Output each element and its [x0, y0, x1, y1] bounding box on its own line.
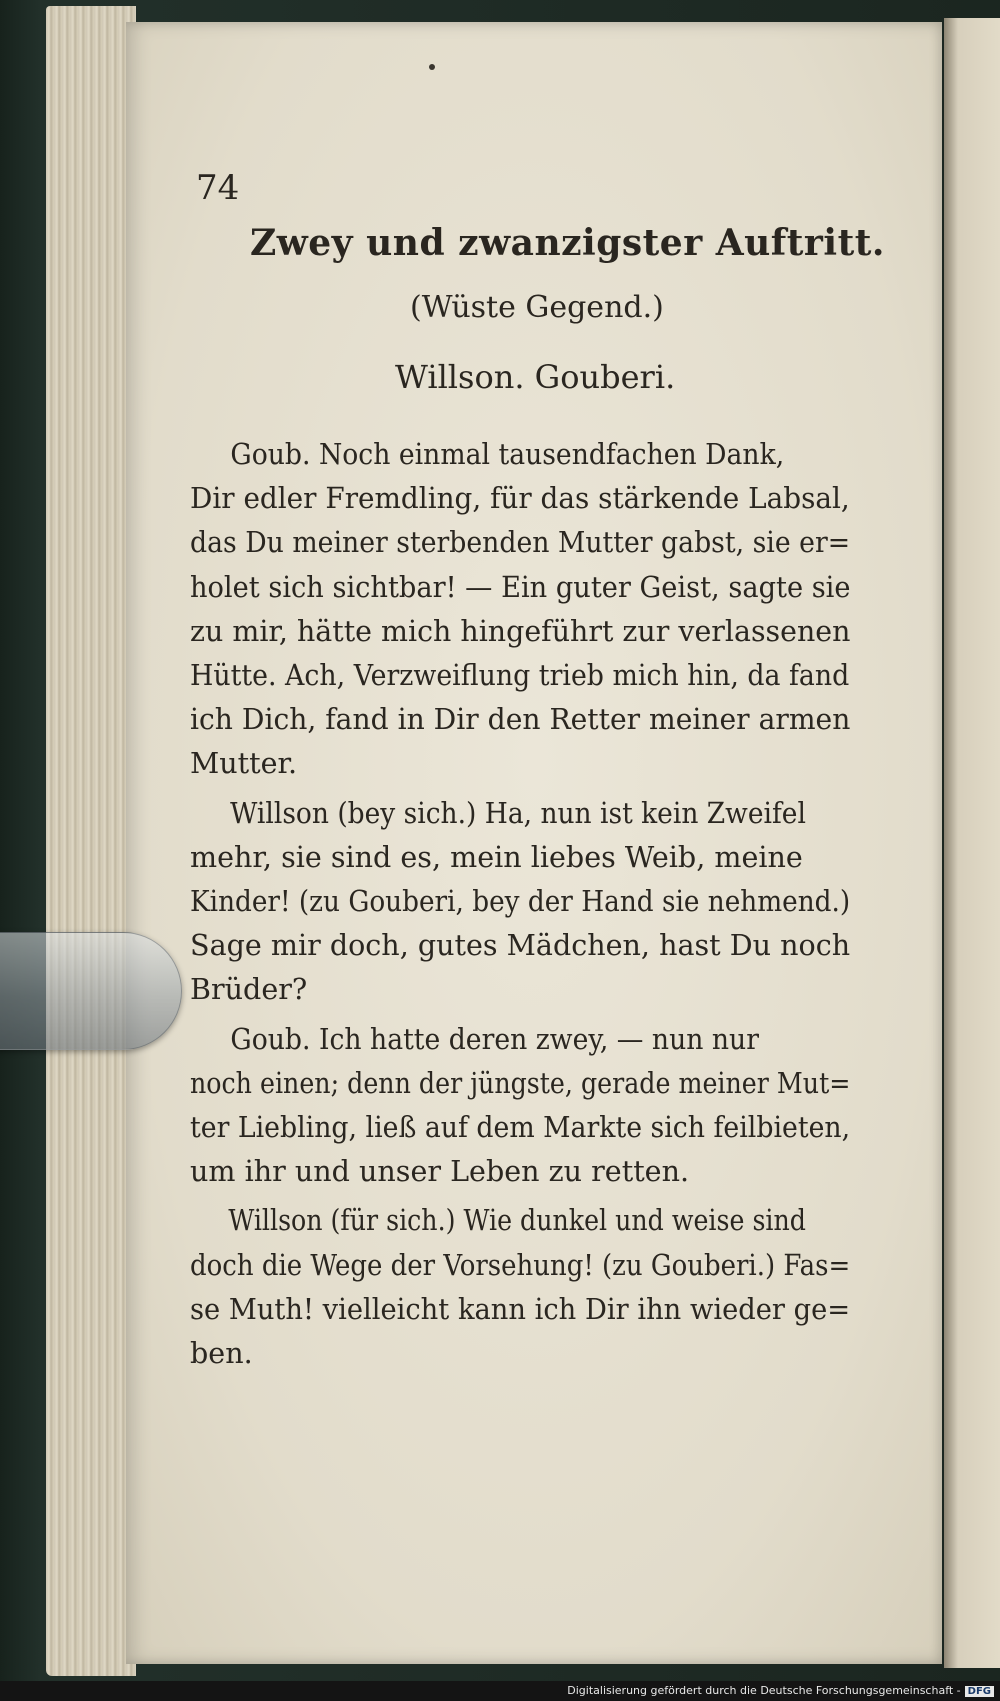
text-line: Goub. Noch einmal tausendfachen Dank,: [230, 437, 785, 471]
text-line: das Du meiner sterbenden Mutter gabst, sie er=: [190, 525, 851, 560]
text-line: Willson (bey sich.) Ha, nun ist kein Zweifel: [230, 795, 806, 830]
text-line: Goub. Ich hatte deren zwey, — nun nur: [230, 1021, 759, 1056]
text-line: Sage mir doch, gutes Mädchen, hast Du noch: [190, 928, 851, 963]
page-edges: [46, 6, 136, 1676]
text-line: se Muth! vielleicht kann ich Dir ihn wieder ge=: [190, 1291, 851, 1326]
text-line: ter Liebling, ließ auf dem Markte sich feilbieten,: [190, 1110, 851, 1145]
paragraph: [190, 1017, 860, 1194]
paragraph: [190, 432, 860, 786]
footer-credit-text: Digitalisierung gefördert durch die Deutsche Forschungsgemeinschaft -: [567, 1684, 961, 1697]
text-line: Willson (für sich.) Wie dunkel und weise sind: [228, 1203, 806, 1238]
page-body: [190, 432, 860, 1375]
text-line: ich Dich, fand in Dir den Retter meiner armen: [190, 702, 851, 737]
text-line: Brüder?: [190, 972, 308, 1007]
text-line: Kinder! (zu Gouberi, bey der Hand sie nehmend.): [190, 884, 851, 919]
text-line: Hütte. Ach, Verzweiflung trieb mich hin, da fand: [190, 658, 850, 693]
scene-heading: Zwey und zwanzigster Auftritt.: [250, 222, 885, 264]
text-line: doch die Wege der Vorsehung! (zu Gouberi.) Fas=: [190, 1247, 851, 1282]
paragraph: [190, 791, 860, 1012]
character-list: Willson. Gouberi.: [395, 358, 676, 396]
text-line: mehr, sie sind es, mein liebes Weib, meine: [190, 839, 803, 874]
page-number: 74: [196, 168, 240, 208]
adjacent-page-edge: [944, 18, 1000, 1668]
text-line: Mutter.: [190, 746, 298, 781]
stage-direction: (Wüste Gegend.): [410, 290, 664, 325]
footer-credit: [567, 1684, 994, 1697]
text-line: um ihr und unser Leben zu retten.: [190, 1154, 690, 1189]
dfg-logo: DFG: [965, 1686, 994, 1697]
text-line: zu mir, hätte mich hingeführt zur verlassenen: [190, 613, 851, 648]
text-line: ben.: [190, 1336, 253, 1371]
text-line: holet sich sichtbar! — Ein guter Geist, sagte sie: [190, 569, 851, 604]
ink-speck: [429, 64, 435, 70]
paragraph: [190, 1198, 860, 1375]
text-line: Dir edler Fremdling, für das stärkende Labsal,: [190, 481, 850, 516]
page-holder-clip: [0, 932, 182, 1050]
text-line: noch einen; denn der jüngste, gerade meiner Mut=: [190, 1065, 851, 1100]
